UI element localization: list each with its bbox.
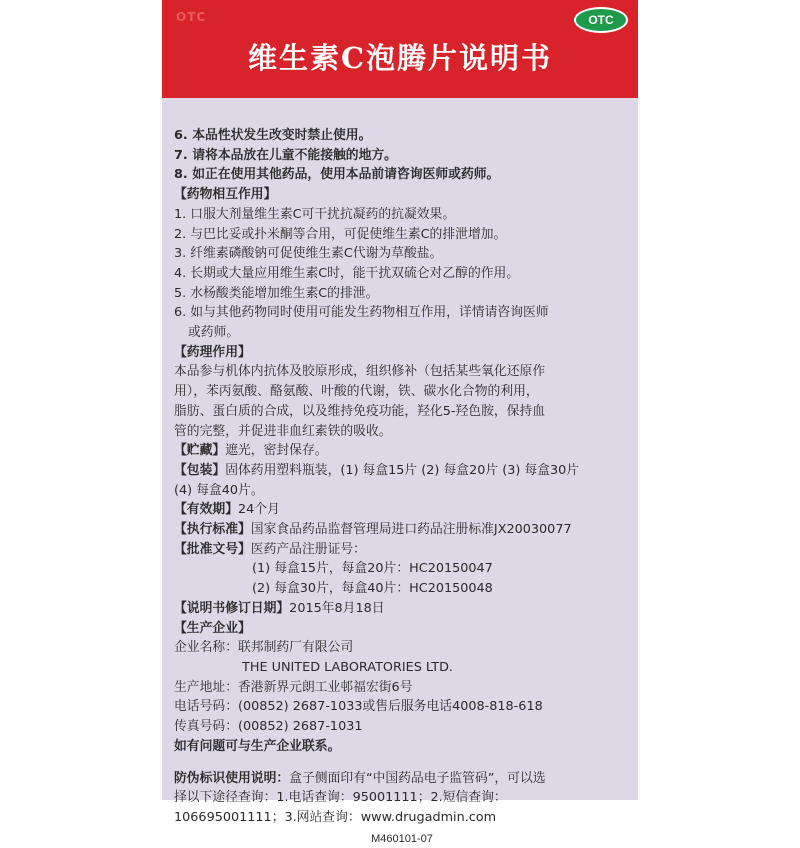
manufacturer-address-label: 生产地址： xyxy=(174,679,238,695)
document-title: 维生素C泡腾片说明书 xyxy=(247,41,553,75)
manufacturer-heading: 【生产企业】 xyxy=(174,620,251,636)
otc-badge: OTC xyxy=(574,7,628,33)
interaction-item: 3. 纤维素磷酸钠可促使维生素C代谢为草酸盐。 xyxy=(174,246,443,262)
leaflet-sheet xyxy=(162,0,638,845)
validity-text: 24个月 xyxy=(237,502,280,518)
anti-counterfeit-row xyxy=(174,769,630,789)
manufacturer-fax-label: 传真号码： xyxy=(174,719,238,735)
pharmacology-line: 用），苯丙氨酸、酪氨酸、叶酸的代谢，铁、碳水化合物的利用， xyxy=(174,384,539,400)
manufacturer-fax: (00852) 2687-1031 xyxy=(237,719,363,735)
otc-ghost-mark: OTC xyxy=(176,10,207,24)
interaction-item: 4. 长期或大量应用维生素C时，能干扰双硫仑对乙醇的作用。 xyxy=(174,265,520,281)
manufacturer-address: 香港新界元朗工业邨福宏街6号 xyxy=(237,679,413,695)
standard-heading: 【执行标准】 xyxy=(174,522,251,538)
precaution-item: 6. 本品性状发生改变时禁止使用。 xyxy=(174,128,372,143)
manufacturer-address-row xyxy=(174,678,630,698)
manufacturer-fax-row xyxy=(174,717,630,737)
storage-text: 遮光，密封保存。 xyxy=(225,443,328,459)
standard-text: 国家食品药品监督管理局进口药品注册标准JX20030077 xyxy=(250,522,572,538)
manufacturer-phone-label: 电话号码： xyxy=(174,699,238,715)
revision-heading: 【说明书修订日期】 xyxy=(174,600,290,616)
revision-text: 2015年8月18日 xyxy=(289,600,385,616)
pharmacology-line: 本品参与机体内抗体及胶原形成，组织修补（包括某些氧化还原作 xyxy=(174,364,546,380)
manufacturer-contact: 如有问题可与生产企业联系。 xyxy=(174,738,341,754)
approval-line: (1) 每盒15片，每盒20片：HC20150047 xyxy=(252,561,493,577)
precaution-item: 7. 请将本品放在儿童不能接触的地方。 xyxy=(174,147,397,163)
approval-text: 医药产品注册证号： xyxy=(250,541,366,557)
manufacturer-phone-row xyxy=(174,697,630,717)
revision-row xyxy=(174,599,630,619)
precaution-item: 8. 如正在使用其他药品，使用本品前请咨询医师或药师。 xyxy=(174,167,500,183)
package-text-continued: (4) 每盒40片。 xyxy=(174,482,264,498)
approval-row xyxy=(174,540,630,560)
leaflet-content xyxy=(174,126,630,848)
package-row xyxy=(174,461,630,481)
pharmacology-line: 管的完整，并促进非血红素铁的吸收。 xyxy=(174,423,392,439)
anti-counterfeit-line: 择以下途径查询：1.电话查询：95001111；2.短信查询： xyxy=(174,790,507,806)
pharmacology-line: 脂肪、蛋白质的合成，以及维持免疫功能，羟化5-羟色胺，保持血 xyxy=(174,403,546,419)
manufacturer-name-en: THE UNITED LABORATORIES LTD. xyxy=(242,659,454,675)
validity-heading: 【有效期】 xyxy=(174,502,238,518)
interaction-item: 6. 如与其他药物同时使用可能发生药物相互作用，详情请咨询医师 xyxy=(174,305,549,321)
anti-counterfeit-line: 106695001111；3.网站查询：www.drugadmin.com xyxy=(174,809,497,825)
manufacturer-name-row xyxy=(174,638,630,658)
interaction-item-continued: 或药师。 xyxy=(188,325,240,341)
anti-counterfeit-heading: 防伪标识使用说明： xyxy=(174,770,290,786)
package-text: 固体药用塑料瓶装，(1) 每盒15片 (2) 每盒20片 (3) 每盒30片 xyxy=(225,462,580,478)
interaction-item: 2. 与巴比妥或扑米酮等合用，可促使维生素C的排泄增加。 xyxy=(174,226,507,242)
header-band xyxy=(162,0,638,98)
manufacturer-phone: (00852) 2687-1033或售后服务电话4008-818-618 xyxy=(237,699,543,715)
anti-counterfeit-line: 盒子侧面印有“中国药品电子监管码”，可以选 xyxy=(289,770,546,786)
interaction-item: 1. 口服大剂量维生素C可干扰抗凝药的抗凝效果。 xyxy=(174,206,456,222)
approval-line: (2) 每盒30片，每盒40片：HC20150048 xyxy=(252,581,493,597)
storage-row xyxy=(174,441,630,461)
package-heading: 【包装】 xyxy=(174,462,226,478)
manufacturer-name-label: 企业名称： xyxy=(174,640,238,656)
document-code: M460101-07 xyxy=(371,832,433,845)
interaction-item: 5. 水杨酸类能增加维生素C的排泄。 xyxy=(174,285,379,301)
validity-row xyxy=(174,500,630,520)
standard-row xyxy=(174,520,630,540)
storage-heading: 【贮藏】 xyxy=(174,443,226,459)
interactions-heading: 【药物相互作用】 xyxy=(174,187,277,203)
pharmacology-heading: 【药理作用】 xyxy=(174,344,251,360)
manufacturer-name: 联邦制药厂有限公司 xyxy=(237,640,354,656)
approval-heading: 【批准文号】 xyxy=(174,541,251,557)
